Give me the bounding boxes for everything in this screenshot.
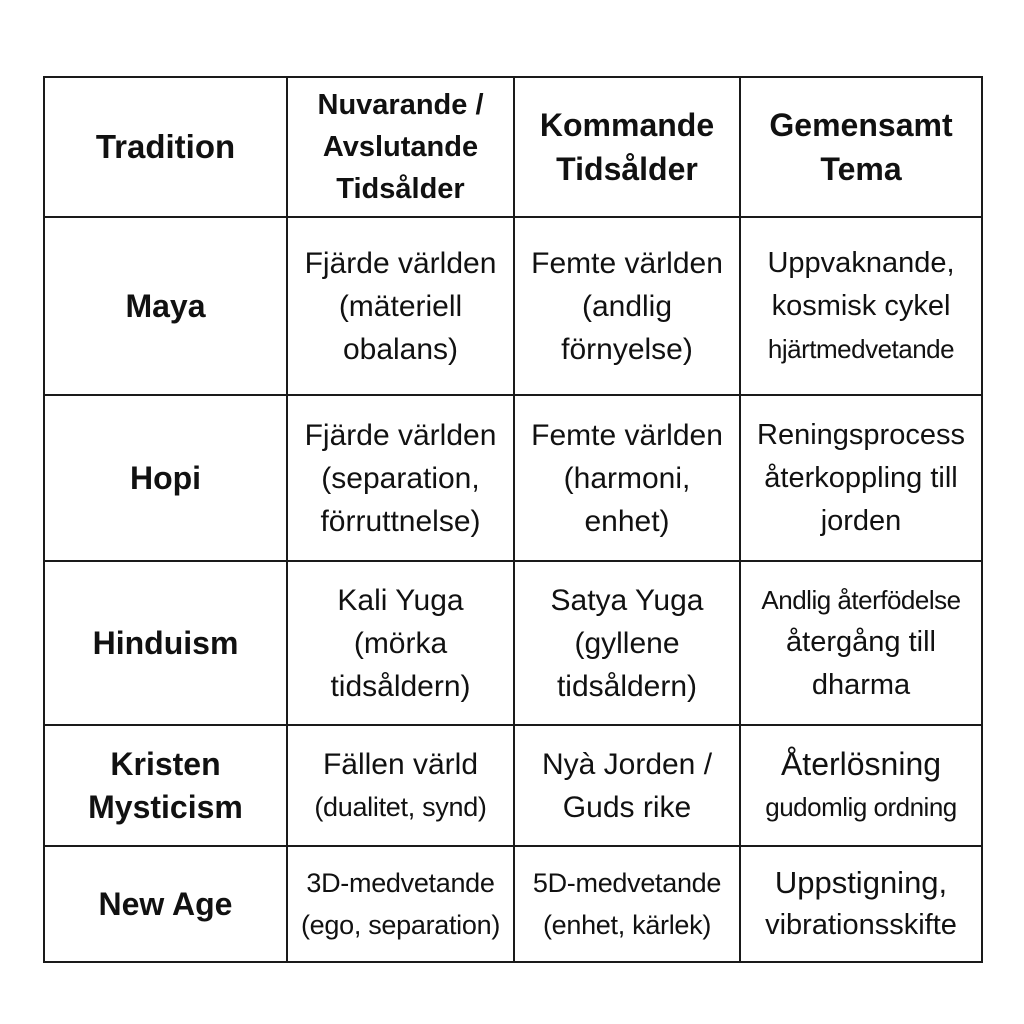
common-theme-cell: Uppstigning, vibrationsskifte [740, 846, 982, 962]
table-row [44, 395, 982, 561]
table-row [44, 846, 982, 962]
table-row [44, 217, 982, 395]
coming-age-cell: 5D-medvetande (enhet, kärlek) [514, 846, 740, 962]
coming-age-cell: Femte världen (andlig förnyelse) [514, 217, 740, 395]
common-theme-cell: Reningsprocess återkoppling till jorden [740, 395, 982, 561]
current-age-cell: 3D-medvetande (ego, separation) [287, 846, 514, 962]
current-age-cell: Kali Yuga (mörka tidsåldern) [287, 561, 514, 725]
table-row [44, 725, 982, 846]
tradition-cell: Hopi [44, 395, 287, 561]
tradition-cell: New Age [44, 846, 287, 962]
common-theme-cell: Andlig återfödelse återgång till dharma [740, 561, 982, 725]
tradition-cell: Maya [44, 217, 287, 395]
header-coming-age: Kommande Tidsålder [514, 77, 740, 217]
coming-age-cell: Satya Yuga (gyllene tidsåldern) [514, 561, 740, 725]
traditions-table [43, 76, 983, 963]
current-age-cell: Fjärde världen (mäteriell obalans) [287, 217, 514, 395]
header-common-theme: Gemensamt Tema [740, 77, 982, 217]
current-age-cell: Fällen värld (dualitet, synd) [287, 725, 514, 846]
tradition-cell: Kristen Mysticism [44, 725, 287, 846]
header-tradition: Tradition [44, 77, 287, 217]
current-age-cell: Fjärde världen (separation, förruttnelse) [287, 395, 514, 561]
common-theme-cell: Uppvaknande, kosmisk cykel hjärtmedvetande [740, 217, 982, 395]
tradition-cell: Hinduism [44, 561, 287, 725]
header-row [44, 77, 982, 217]
header-current-age: Nuvarande / Avslutande Tidsålder [287, 77, 514, 217]
coming-age-cell: Nyà Jorden / Guds rike [514, 725, 740, 846]
table-row [44, 561, 982, 725]
coming-age-cell: Femte världen (harmoni, enhet) [514, 395, 740, 561]
common-theme-cell: Återlösning gudomlig ordning [740, 725, 982, 846]
